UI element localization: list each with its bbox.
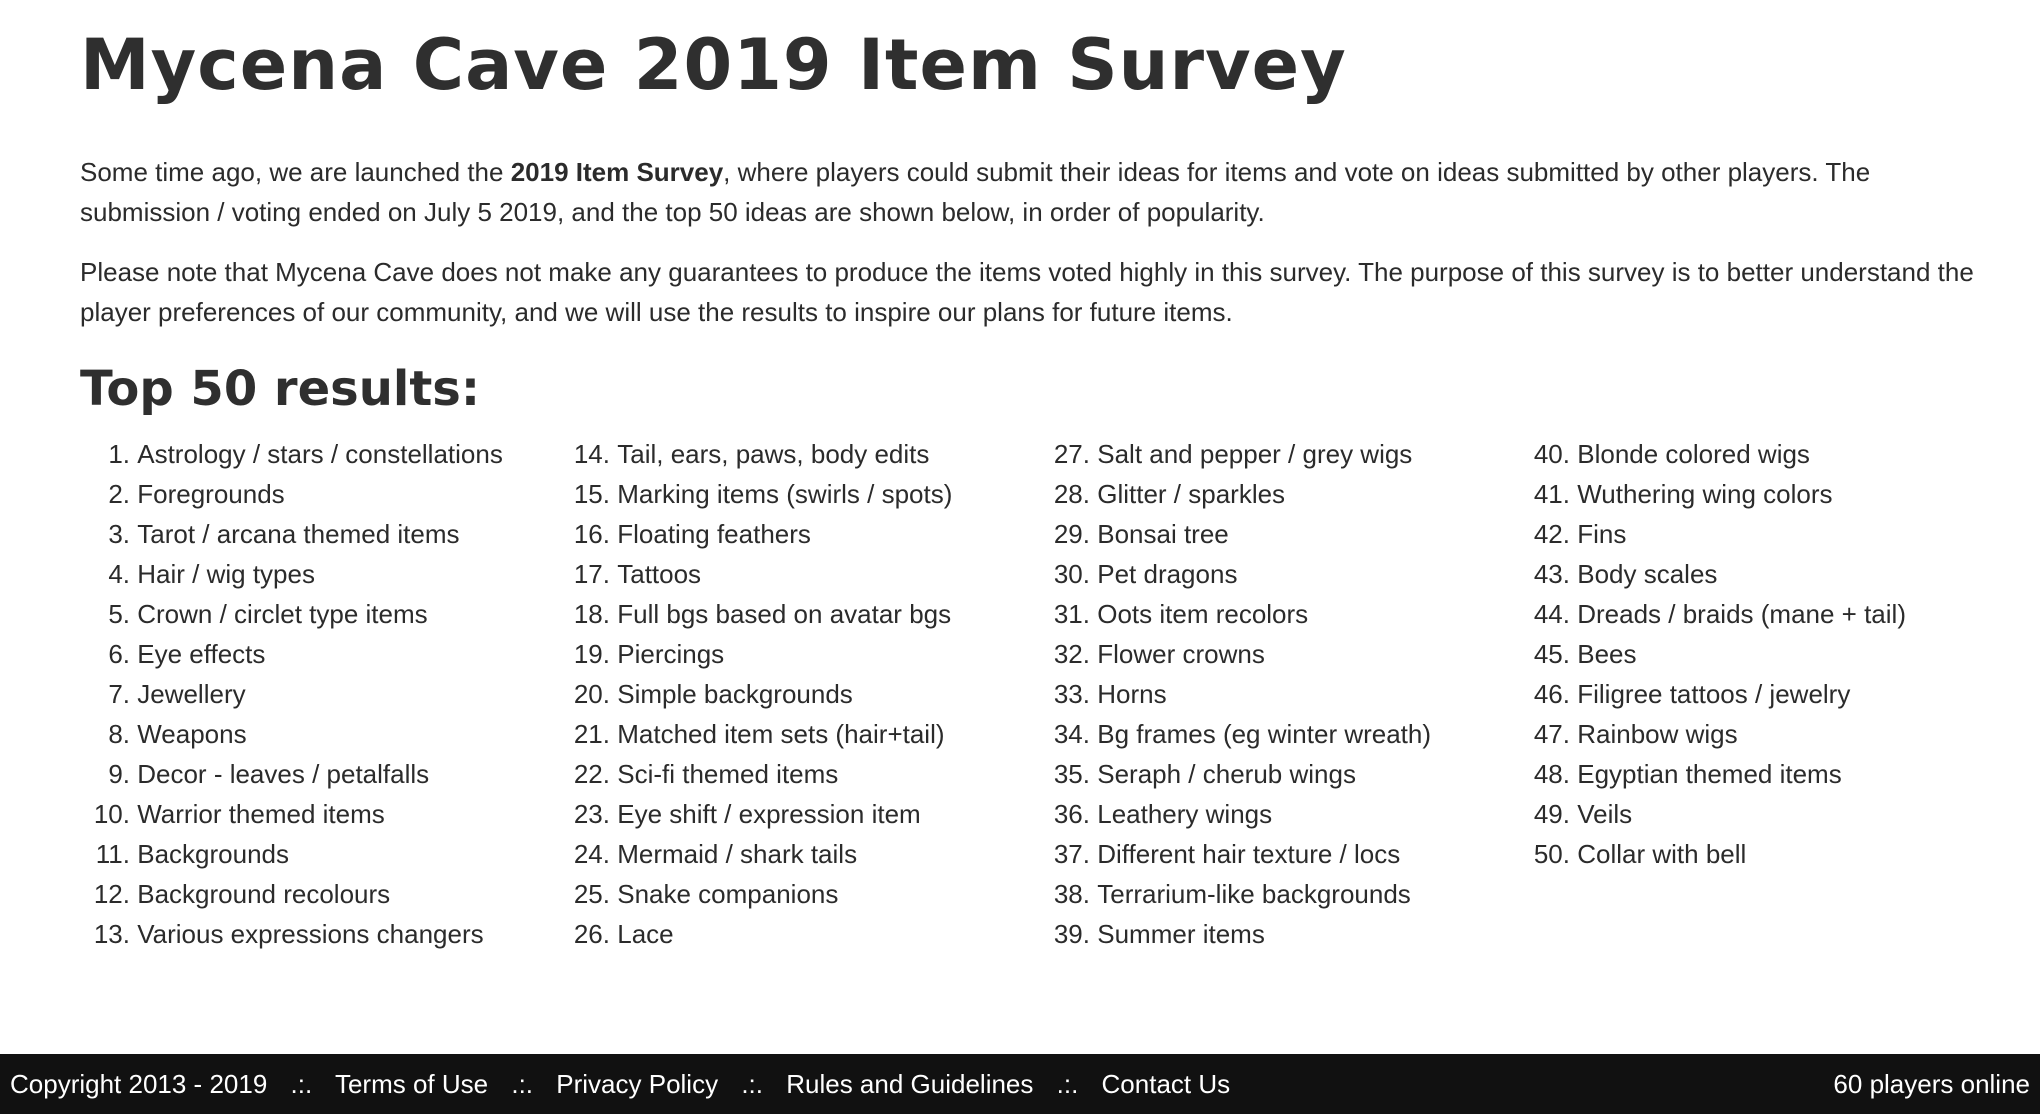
rank-number: 1. <box>108 439 130 469</box>
rank-number: 47. <box>1533 719 1570 749</box>
list-item <box>80 754 550 794</box>
rank-number: 49. <box>1533 799 1570 829</box>
item-idea-label: Various expressions changers <box>137 919 484 949</box>
list-item <box>560 794 1030 834</box>
list-item <box>80 914 550 954</box>
rank-number: 11. <box>95 839 130 869</box>
rank-number: 50. <box>1533 839 1570 869</box>
item-idea-label: Terrarium-like backgrounds <box>1097 879 1411 909</box>
list-item <box>80 834 550 874</box>
list-item <box>1520 794 1990 834</box>
item-idea-label: Oots item recolors <box>1097 599 1309 629</box>
item-idea-label: Lace <box>617 919 674 949</box>
footer-bar <box>0 1054 2040 1114</box>
footer-separator: .:. <box>741 1069 763 1099</box>
rank-number: 37. <box>1053 839 1090 869</box>
rank-number: 13. <box>93 919 130 949</box>
list-item <box>1040 474 1510 514</box>
intro-paragraph-1 <box>80 152 1980 232</box>
rank-number: 23. <box>573 799 610 829</box>
list-item <box>560 834 1030 874</box>
footer-left <box>10 1054 1230 1114</box>
item-idea-label: Bees <box>1577 639 1637 669</box>
item-idea-label: Tarot / arcana themed items <box>137 519 460 549</box>
item-idea-label: Full bgs based on avatar bgs <box>617 599 952 629</box>
list-item <box>1520 714 1990 754</box>
rank-number: 44. <box>1533 599 1570 629</box>
list-item <box>1040 714 1510 754</box>
list-item <box>560 474 1030 514</box>
rank-number: 31. <box>1053 599 1090 629</box>
rank-number: 30. <box>1053 559 1090 589</box>
rank-number: 48. <box>1533 759 1570 789</box>
rank-number: 43. <box>1533 559 1570 589</box>
list-item <box>1520 834 1990 874</box>
rank-number: 32. <box>1053 639 1090 669</box>
item-idea-label: Tattoos <box>617 559 702 589</box>
list-item <box>80 874 550 914</box>
item-idea-label: Collar with bell <box>1577 839 1747 869</box>
rank-number: 36. <box>1053 799 1090 829</box>
footer-separator: .:. <box>290 1069 313 1099</box>
results-column-1 <box>80 434 550 954</box>
survey-name-bold: 2019 Item Survey <box>510 157 724 187</box>
list-item <box>1520 554 1990 594</box>
item-idea-label: Mermaid / shark tails <box>617 839 858 869</box>
list-item <box>1040 594 1510 634</box>
list-item <box>1040 674 1510 714</box>
item-idea-label: Floating feathers <box>617 519 811 549</box>
list-item <box>1040 554 1510 594</box>
list-item <box>80 514 550 554</box>
rank-number: 10. <box>93 799 130 829</box>
item-idea-label: Body scales <box>1577 559 1718 589</box>
intro-text-start: Some time ago, we are launched the <box>80 157 511 187</box>
item-idea-label: Warrior themed items <box>137 799 385 829</box>
rank-number: 2. <box>108 479 130 509</box>
rank-number: 15. <box>573 479 610 509</box>
item-idea-label: Matched item sets (hair+tail) <box>617 719 945 749</box>
rank-number: 18. <box>573 599 610 629</box>
item-idea-label: Hair / wig types <box>137 559 315 589</box>
list-item <box>80 714 550 754</box>
list-item <box>80 634 550 674</box>
rank-number: 29. <box>1053 519 1090 549</box>
results-grid <box>80 434 2000 954</box>
rank-number: 28. <box>1053 479 1090 509</box>
list-item <box>560 634 1030 674</box>
list-item <box>1040 434 1510 474</box>
item-idea-label: Leathery wings <box>1097 799 1273 829</box>
item-idea-label: Salt and pepper / grey wigs <box>1097 439 1413 469</box>
item-idea-label: Weapons <box>137 719 247 749</box>
item-idea-label: Foregrounds <box>137 479 285 509</box>
rank-number: 7. <box>108 679 130 709</box>
item-idea-label: Eye effects <box>137 639 266 669</box>
list-item <box>1520 514 1990 554</box>
item-idea-label: Dreads / braids (mane + tail) <box>1577 599 1906 629</box>
list-item <box>1040 874 1510 914</box>
rank-number: 20. <box>573 679 610 709</box>
rank-number: 19. <box>573 639 610 669</box>
intro-paragraph-2: Please note that Mycena Cave does not make any guarantees to produce the items voted highly in this survey. The purpose of this survey is to better understand the player preferences of our community, and we will use the results to inspire our plans for future items. <box>80 257 1974 327</box>
item-idea-label: Backgrounds <box>137 839 289 869</box>
list-item <box>1040 514 1510 554</box>
rank-number: 26. <box>573 919 610 949</box>
item-idea-label: Summer items <box>1097 919 1265 949</box>
item-idea-label: Astrology / stars / constellations <box>137 439 503 469</box>
footer-separator: .:. <box>511 1069 534 1099</box>
list-item <box>1520 634 1990 674</box>
rank-number: 33. <box>1053 679 1090 709</box>
list-item <box>1520 674 1990 714</box>
item-idea-label: Simple backgrounds <box>617 679 853 709</box>
rank-number: 42. <box>1533 519 1570 549</box>
rank-number: 9. <box>108 759 130 789</box>
list-item <box>80 474 550 514</box>
rank-number: 41. <box>1533 479 1570 509</box>
list-item <box>1520 434 1990 474</box>
item-idea-label: Egyptian themed items <box>1577 759 1842 789</box>
item-idea-label: Marking items (swirls / spots) <box>617 479 953 509</box>
copyright-text: Copyright 2013 - 2019 <box>10 1069 268 1099</box>
list-item <box>1040 914 1510 954</box>
rank-number: 22. <box>573 759 610 789</box>
list-item <box>560 714 1030 754</box>
list-item <box>80 794 550 834</box>
players-online-count: 60 players online <box>1833 1069 2030 1099</box>
item-idea-label: Piercings <box>617 639 725 669</box>
rank-number: 39. <box>1053 919 1090 949</box>
item-idea-label: Horns <box>1097 679 1167 709</box>
rank-number: 21. <box>573 719 610 749</box>
intro-text-end: , where players could submit their ideas for items and vote on ideas submitted by other players. The submission / voting ended on July 5 2019, and the top 50 ideas are shown below, in order of popularity. <box>80 157 1871 227</box>
rank-number: 45. <box>1533 639 1570 669</box>
list-item <box>560 914 1030 954</box>
rank-number: 46. <box>1533 679 1570 709</box>
item-idea-label: Crown / circlet type items <box>137 599 428 629</box>
item-idea-label: Wuthering wing colors <box>1577 479 1833 509</box>
results-column-2 <box>560 434 1030 954</box>
item-idea-label: Eye shift / expression item <box>617 799 921 829</box>
list-item <box>560 594 1030 634</box>
item-idea-label: Snake companions <box>617 879 839 909</box>
item-idea-label: Bg frames (eg winter wreath) <box>1097 719 1432 749</box>
list-item <box>1040 634 1510 674</box>
list-item <box>560 554 1030 594</box>
item-idea-label: Seraph / cherub wings <box>1097 759 1356 789</box>
item-idea-label: Fins <box>1577 519 1627 549</box>
item-idea-label: Sci-fi themed items <box>617 759 839 789</box>
list-item <box>80 434 550 474</box>
intro-section <box>80 152 1980 352</box>
results-column-4 <box>1520 434 1990 874</box>
rank-number: 25. <box>573 879 610 909</box>
list-item <box>560 434 1030 474</box>
rank-number: 17. <box>573 559 610 589</box>
rank-number: 5. <box>108 599 130 629</box>
list-item <box>560 674 1030 714</box>
item-idea-label: Filigree tattoos / jewelry <box>1577 679 1851 709</box>
results-column-3 <box>1040 434 1510 954</box>
page-title: Mycena Cave 2019 Item Survey <box>80 24 1347 106</box>
list-item <box>80 674 550 714</box>
item-idea-label: Background recolours <box>137 879 391 909</box>
item-idea-label: Decor - leaves / petalfalls <box>137 759 430 789</box>
item-idea-label: Rainbow wigs <box>1577 719 1738 749</box>
rank-number: 8. <box>108 719 130 749</box>
rank-number: 14. <box>573 439 610 469</box>
item-idea-label: Tail, ears, paws, body edits <box>617 439 930 469</box>
list-item <box>1520 594 1990 634</box>
list-item <box>80 594 550 634</box>
rank-number: 35. <box>1053 759 1090 789</box>
terms-of-use-link[interactable]: Terms of Use <box>334 1069 489 1099</box>
footer-separator: .:. <box>1056 1069 1079 1099</box>
list-item <box>1040 834 1510 874</box>
list-item <box>560 754 1030 794</box>
rank-number: 38. <box>1053 879 1090 909</box>
item-idea-label: Pet dragons <box>1097 559 1238 589</box>
item-idea-label: Blonde colored wigs <box>1577 439 1810 469</box>
list-item <box>1040 794 1510 834</box>
rank-number: 6. <box>108 639 130 669</box>
list-item <box>1520 474 1990 514</box>
rank-number: 40. <box>1533 439 1570 469</box>
results-heading: Top 50 results: <box>80 361 481 417</box>
rank-number: 12. <box>93 879 130 909</box>
contact-us-link[interactable]: Contact Us <box>1101 1069 1231 1099</box>
list-item <box>560 874 1030 914</box>
list-item <box>1040 754 1510 794</box>
item-idea-label: Jewellery <box>137 679 246 709</box>
rank-number: 4. <box>108 559 130 589</box>
item-idea-label: Different hair texture / locs <box>1097 839 1401 869</box>
list-item <box>80 554 550 594</box>
rank-number: 16. <box>573 519 610 549</box>
rank-number: 24. <box>573 839 610 869</box>
item-idea-label: Flower crowns <box>1097 639 1265 669</box>
list-item <box>1520 754 1990 794</box>
rank-number: 3. <box>108 519 130 549</box>
privacy-policy-link[interactable]: Privacy Policy <box>556 1069 719 1099</box>
rank-number: 27. <box>1053 439 1090 469</box>
item-idea-label: Bonsai tree <box>1097 519 1229 549</box>
item-idea-label: Glitter / sparkles <box>1097 479 1286 509</box>
rank-number: 34. <box>1053 719 1090 749</box>
item-idea-label: Veils <box>1577 799 1633 829</box>
list-item <box>560 514 1030 554</box>
rules-and-guidelines-link[interactable]: Rules and Guidelines <box>786 1069 1034 1099</box>
